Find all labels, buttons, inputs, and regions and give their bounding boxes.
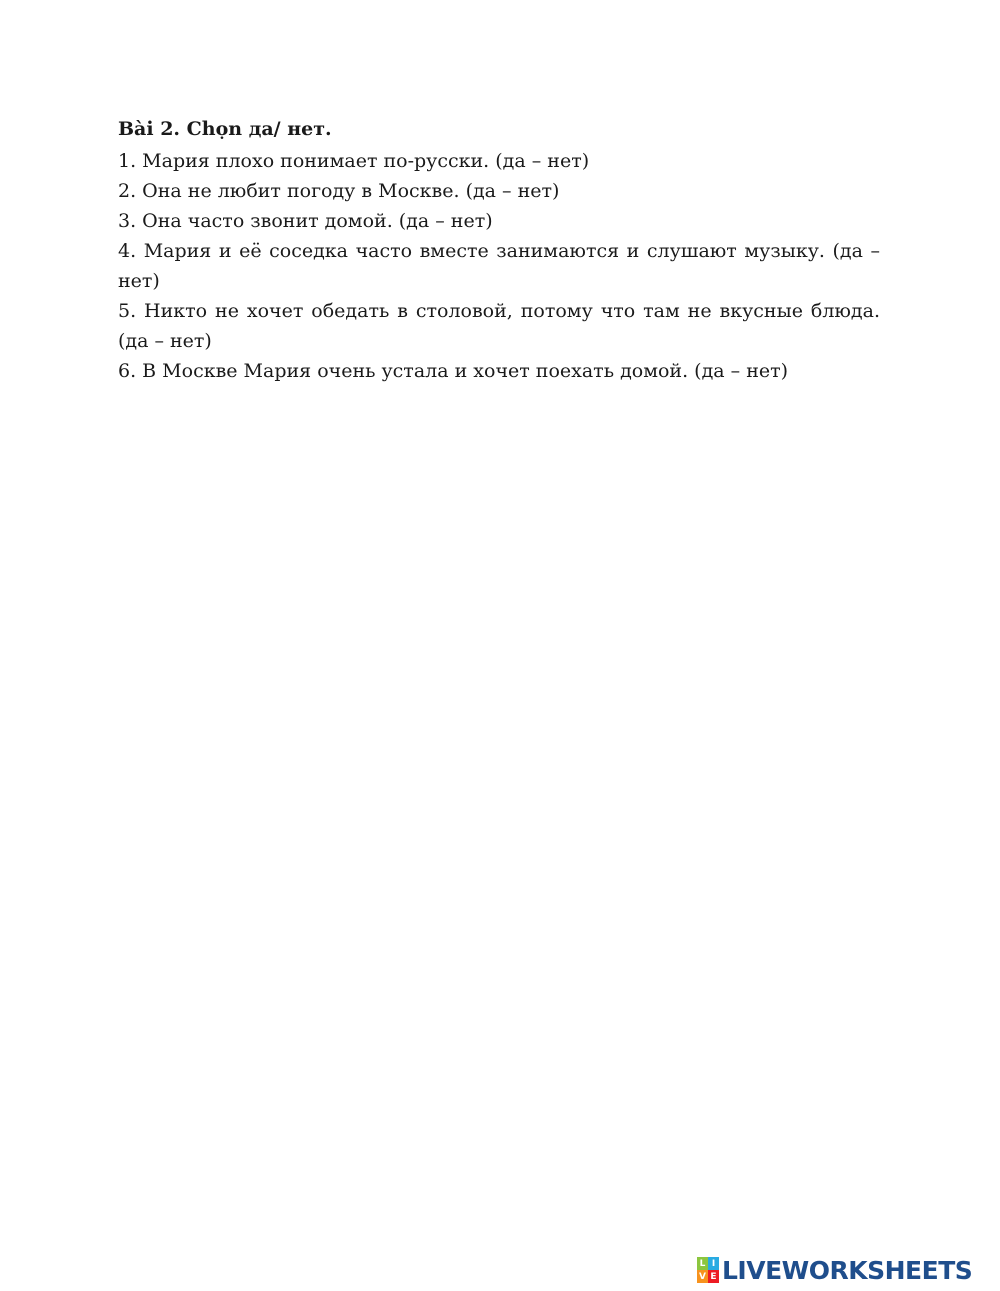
logo-mark-letter: E [708,1270,719,1283]
question-item-1: 1. Мария плохо понимает по-русски. (да – нет) [118,150,590,172]
exercise-title: Bài 2. Chọn да/ нет. [118,118,332,140]
logo-mark-letter: L [697,1257,708,1270]
question-item-6: 6. В Москве Мария очень устала и хочет поехать домой. (да – нет) [118,360,789,382]
worksheet-exercise [118,114,880,386]
question-item-3: 3. Она часто звонит домой. (да – нет) [118,210,493,232]
liveworksheets-logo [697,1255,972,1285]
question-item-4: 4. Мария и её соседка часто вместе занимаются и слушают музыку. (да – нет) [118,240,880,292]
logo-mark-letter: V [697,1270,708,1283]
logo-wordmark: LIVEWORKSHEETS [722,1255,973,1285]
logo-mark-letter: I [708,1257,719,1270]
question-item-5: 5. Никто не хочет обедать в столовой, потому что там не вкусные блюда. (да – нет) [118,300,880,352]
question-item-2: 2. Она не любит погоду в Москве. (да – нет) [118,180,560,202]
logo-mark-icon [697,1257,719,1283]
